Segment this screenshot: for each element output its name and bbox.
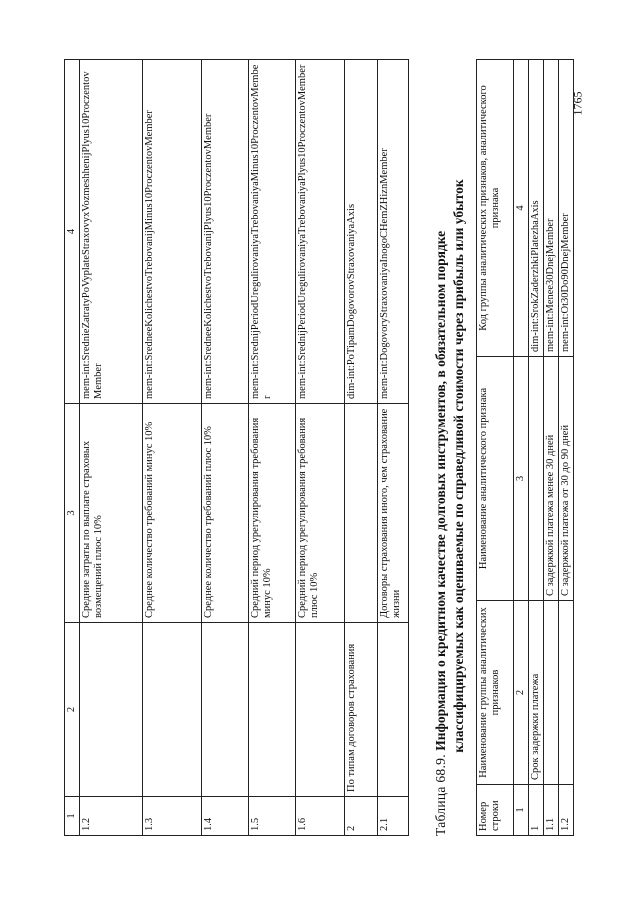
header-cell: Наименование группы аналитических признаков xyxy=(477,601,514,785)
group-name-cell xyxy=(143,623,202,797)
row-number-cell: 1.6 xyxy=(296,797,345,836)
attribute-name-cell: Средний период урегулирования требования минус 10% xyxy=(249,404,296,623)
row-number-cell: 2 xyxy=(345,797,378,836)
group-name-cell xyxy=(544,601,559,785)
table-row xyxy=(529,60,544,836)
row-number-cell: 1.2 xyxy=(559,785,574,836)
header-cell: 3 xyxy=(65,404,80,623)
group-name-cell xyxy=(80,623,143,797)
table-row xyxy=(378,60,409,836)
code-cell: mem-int:Menee30DnejMember xyxy=(544,60,559,357)
group-name-cell: По типам договоров страхования xyxy=(345,623,378,797)
attribute-name-cell xyxy=(529,357,544,601)
column-number-cell: 3 xyxy=(514,357,529,601)
code-cell: mem-int:SrednijPeriodUregulirovaniyaTrebovaniyaPlyus10ProczentovMember xyxy=(296,60,345,404)
column-number-cell: 4 xyxy=(514,60,529,357)
table-row xyxy=(544,60,559,836)
column-number-cell: 2 xyxy=(514,601,529,785)
row-number-cell: 1 xyxy=(529,785,544,836)
column-number-row xyxy=(514,60,529,836)
group-name-cell xyxy=(202,623,249,797)
attribute-name-cell: Средние затраты по выплате страховых возмещений плюс 10% xyxy=(80,404,143,623)
table-row xyxy=(249,60,296,836)
table-continued xyxy=(64,59,409,836)
table-caption xyxy=(432,96,468,836)
row-number-cell: 2.1 xyxy=(378,797,409,836)
group-name-cell xyxy=(296,623,345,797)
attribute-name-cell: С задержкой платежа менее 30 дней xyxy=(544,357,559,601)
code-cell: dim-int:SrokZaderzhkiPlatezhaAxis xyxy=(529,60,544,357)
header-cell: 1 xyxy=(65,797,80,836)
row-number-cell: 1.4 xyxy=(202,797,249,836)
group-name-cell xyxy=(378,623,409,797)
table-row xyxy=(143,60,202,836)
group-name-cell xyxy=(249,623,296,797)
code-cell: mem-int:SredneeKolichestvoTrebovanijPlyus10ProczentovMember xyxy=(202,60,249,404)
header-cell: Наименование аналитического признака xyxy=(477,357,514,601)
attribute-name-cell: Средний период урегулирования требования плюс 10% xyxy=(296,404,345,623)
page-number: 1765 xyxy=(570,91,585,116)
table-row xyxy=(202,60,249,836)
group-name-cell xyxy=(559,601,574,785)
attribute-name-cell: Среднее количество требований минус 10% xyxy=(143,404,202,623)
code-cell: mem-int:Ot30Do90DnejMember xyxy=(559,60,574,357)
row-number-cell: 1.1 xyxy=(544,785,559,836)
attribute-name-cell: С задержкой платежа от 30 до 90 дней xyxy=(559,357,574,601)
row-number-cell: 1.5 xyxy=(249,797,296,836)
table-68-9 xyxy=(476,59,574,836)
row-number-cell: 1.2 xyxy=(80,797,143,836)
table-header-row xyxy=(477,60,514,836)
attribute-name-cell: Договоры страхования иного, чем страхование жизни xyxy=(378,404,409,623)
header-cell: Номер строки xyxy=(477,785,514,836)
code-cell: mem-int:SrednieZatratyPoVyplateStraxovyxVozmeshhenijPlyus10ProczentovMember xyxy=(80,60,143,404)
table-header-row xyxy=(65,60,80,836)
code-cell: dim-int:PoTipamDogovorovStraxovaniyaAxis xyxy=(345,60,378,404)
header-cell: Код группы аналитических признаков, аналитического признака xyxy=(477,60,514,357)
column-number-cell: 1 xyxy=(514,785,529,836)
row-number-cell: 1.3 xyxy=(143,797,202,836)
header-cell: 4 xyxy=(65,60,80,404)
table-row xyxy=(559,60,574,836)
attribute-name-cell: Среднее количество требований плюс 10% xyxy=(202,404,249,623)
table-row xyxy=(345,60,378,836)
code-cell: mem-int:SredneeKolichestvoTrebovanijMinus10ProczentovMember xyxy=(143,60,202,404)
caption-prefix: Таблица 68.9. xyxy=(433,754,448,836)
code-cell: mem-int:SrednijPeriodUregulirovaniyaTrebovaniyaMinus10ProczentovMember xyxy=(249,60,296,404)
attribute-name-cell xyxy=(345,404,378,623)
rotated-content xyxy=(46,56,606,856)
group-name-cell: Срок задержки платежа xyxy=(529,601,544,785)
table-row xyxy=(80,60,143,836)
header-cell: 2 xyxy=(65,623,80,797)
code-cell: mem-int:DogovoryStraxovaniyaInogoCHemZHiznMember xyxy=(378,60,409,404)
caption-title-line-1: Информация о кредитном качестве долговых инструментов, в обязательном порядке xyxy=(433,230,448,751)
caption-title-line-2: классифицируемых как оцениваемые по справедливой стоимости через прибыль или убыток xyxy=(451,179,467,753)
table-row xyxy=(296,60,345,836)
